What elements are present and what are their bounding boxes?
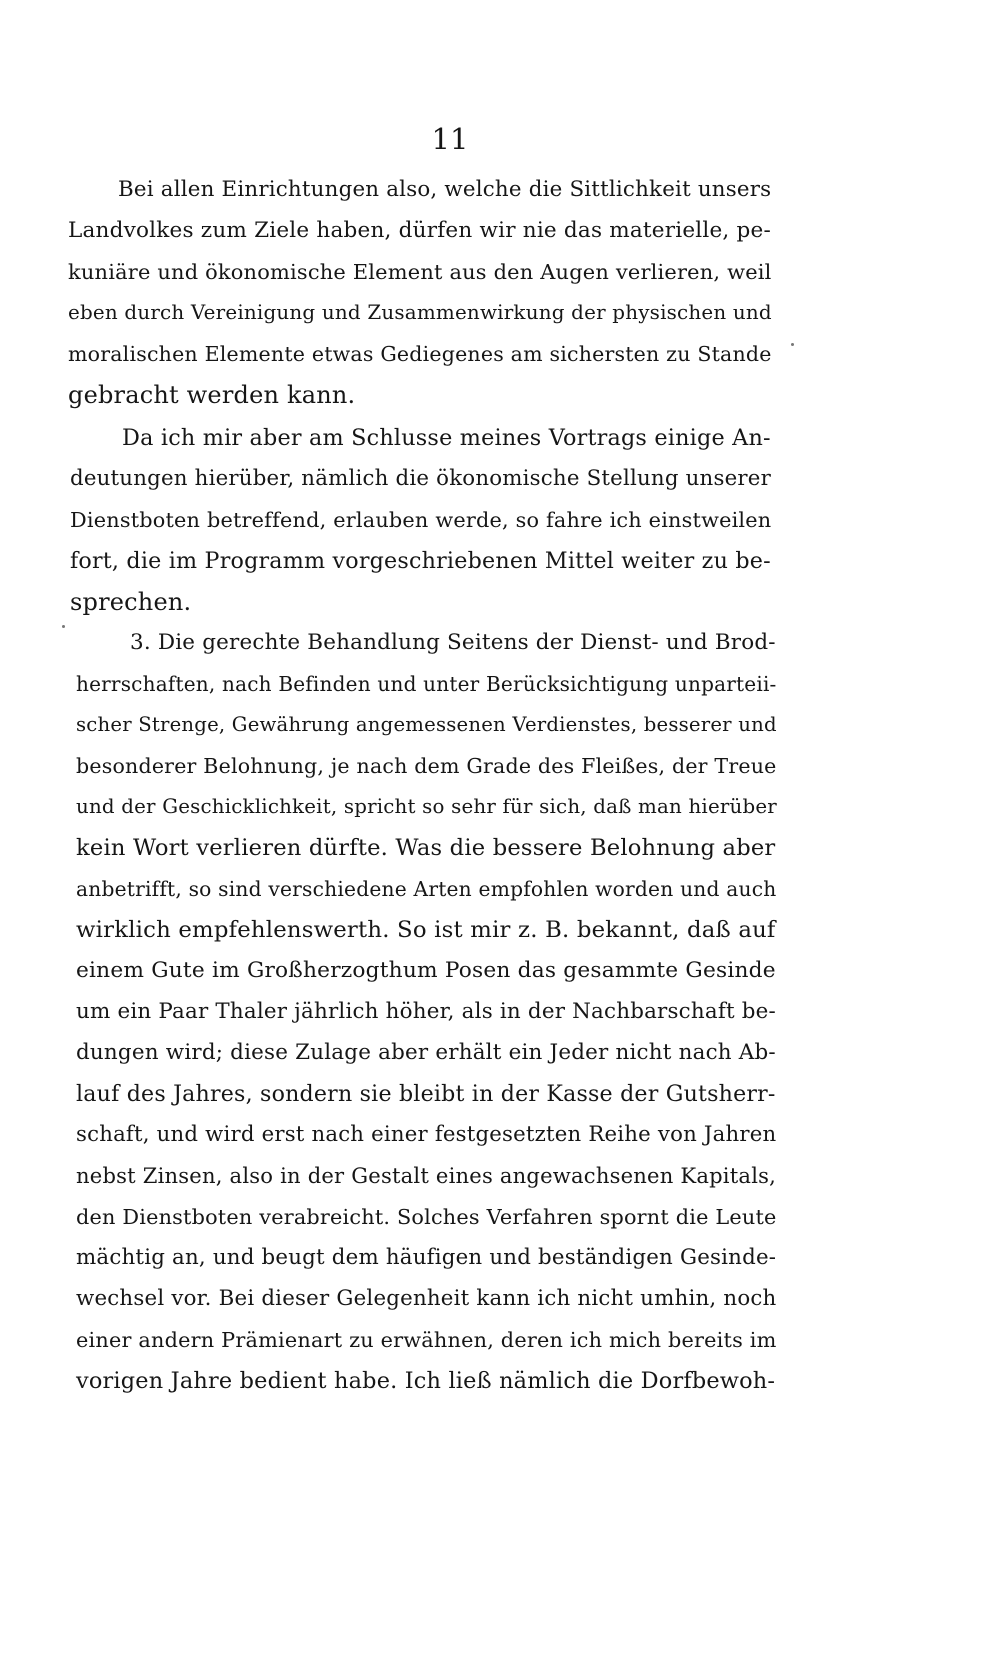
text-line: um ein Paar Thaler jährlich höher, als in der Nachbarschaft be- <box>76 999 776 1024</box>
text-line: fort, die im Programm vorgeschriebenen Mittel weiter zu be- <box>70 548 771 574</box>
text-line: sprechen. <box>70 588 192 616</box>
text-line: kein Wort verlieren dürfte. Was die bessere Belohnung aber <box>76 835 776 861</box>
text-line: Bei allen Einrichtungen also, welche die Sittlichkeit unsers <box>118 177 772 202</box>
text-line: wechsel vor. Bei dieser Gelegenheit kann ich nicht umhin, noch <box>76 1286 777 1311</box>
text-line: lauf des Jahres, sondern sie bleibt in der Kasse der Gutsherr- <box>76 1081 776 1107</box>
text-line: Landvolkes zum Ziele haben, dürfen wir nie das materielle, pe- <box>68 218 771 243</box>
text-line: anbetrifft, so sind verschiedene Arten empfohlen worden und auch <box>76 877 777 901</box>
text-line: nebst Zinsen, also in der Gestalt eines angewachsenen Kapitals, <box>76 1163 777 1188</box>
text-line: besonderer Belohnung, je nach dem Grade des Fleißes, der Treue <box>76 754 777 778</box>
text-line: Da ich mir aber am Schlusse meines Vortrags einige An- <box>122 425 771 451</box>
text-line: deutungen hierüber, nämlich die ökonomische Stellung unserer <box>70 466 771 491</box>
text-line: und der Geschicklichkeit, spricht so sehr für sich, daß man hierüber <box>76 795 777 818</box>
text-line: kuniäre und ökonomische Element aus den Augen verlieren, weil <box>68 260 772 284</box>
text-line: den Dienstboten verabreicht. Solches Verfahren spornt die Leute <box>76 1205 777 1229</box>
text-line: mächtig an, und beugt dem häufigen und beständigen Gesinde- <box>76 1245 777 1270</box>
text-line: dungen wird; diese Zulage aber erhält ein Jeder nicht nach Ab- <box>76 1040 776 1065</box>
text-line: einer andern Prämienart zu erwähnen, deren ich mich bereits im <box>76 1328 777 1352</box>
scan-speck <box>791 343 794 346</box>
text-line: 3. Die gerechte Behandlung Seitens der Dienst- und Brod- <box>130 630 776 655</box>
text-line: scher Strenge, Gewährung angemessenen Verdienstes, besserer und <box>76 713 777 736</box>
text-line: wirklich empfehlenswerth. So ist mir z. B. bekannt, daß auf <box>76 917 776 943</box>
text-line: einem Gute im Großherzogthum Posen das gesammte Gesinde <box>76 958 776 983</box>
text-line: eben durch Vereinigung und Zusammenwirkung der physischen und <box>68 301 772 324</box>
text-line: schaft, und wird erst nach einer festgesetzten Reihe von Jahren <box>76 1122 777 1147</box>
text-line: gebracht werden kann. <box>68 381 356 409</box>
scan-speck <box>62 625 65 628</box>
page-number: 11 <box>431 122 469 156</box>
text-line: Dienstboten betreffend, erlauben werde, so fahre ich einstweilen <box>70 508 772 532</box>
text-line: vorigen Jahre bedient habe. Ich ließ nämlich die Dorfbewoh- <box>76 1368 776 1394</box>
text-line: herrschaften, nach Befinden und unter Berücksichtigung unparteii- <box>76 672 777 696</box>
text-line: moralischen Elemente etwas Gediegenes am sichersten zu Stande <box>68 342 772 366</box>
